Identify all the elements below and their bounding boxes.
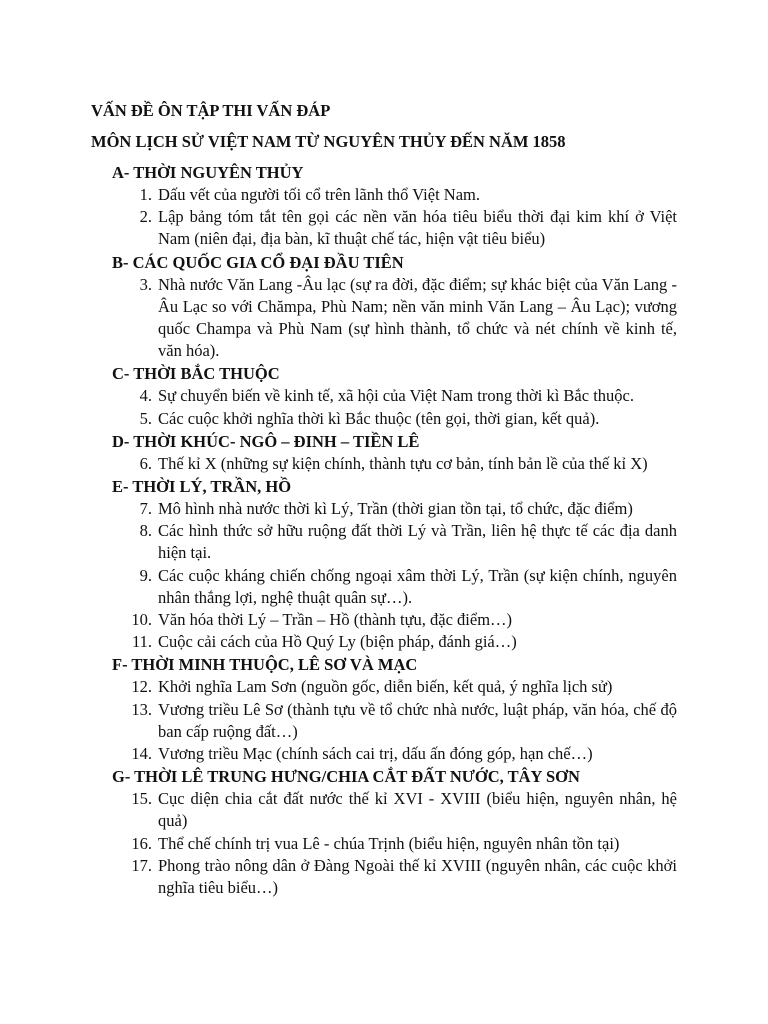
item-number: 2. [139, 207, 152, 227]
item-text: Lập bảng tóm tắt tên gọi các nền văn hóa tiêu biểu thời đại kim khí ở Việt Nam (niên đại, địa bàn, kĩ thuật chế tác, hiện vật tiêu biểu) [158, 207, 677, 249]
section-heading-d: D- THỜI KHÚC- NGÔ – ĐINH – TIỀN LÊ [112, 431, 420, 451]
item-text: Cục diện chia cắt đất nước thế kỉ XVI - XVIII (biểu hiện, nguyên nhân, hệ quả) [158, 789, 677, 831]
list-item [112, 184, 677, 206]
item-text: Sự chuyển biến về kinh tế, xã hội của Việt Nam trong thời kì Bắc thuộc. [158, 386, 634, 406]
list-item [112, 274, 677, 363]
item-number: 3. [139, 274, 152, 294]
section-heading-f: F- THỜI MINH THUỘC, LÊ SƠ VÀ MẠC [112, 655, 418, 675]
item-number: 11. [131, 632, 152, 652]
section-heading-c: C- THỜI BẮC THUỘC [112, 364, 280, 384]
list-item [112, 699, 677, 743]
section-heading-a: A- THỜI NGUYÊN THỦY [112, 163, 304, 182]
item-text: Dấu vết của người tối cổ trên lãnh thổ Việt Nam. [158, 185, 480, 204]
item-text: Mô hình nhà nước thời kì Lý, Trần (thời gian tồn tại, tổ chức, đặc điểm) [158, 499, 633, 519]
item-text: Vương triều Lê Sơ (thành tựu về tổ chức nhà nước, luật pháp, văn hóa, chế độ ban cấp ruộng đất…) [158, 699, 677, 741]
list-item [112, 565, 677, 609]
item-text: Vương triều Mạc (chính sách cai trị, dấu ấn đóng góp, hạn chế…) [158, 744, 593, 764]
list-item [112, 743, 677, 765]
section-item-list [112, 274, 677, 363]
list-item [112, 385, 677, 407]
item-number: 14. [131, 744, 152, 764]
list-item [112, 609, 677, 631]
list-item [112, 520, 677, 564]
section-item-list [112, 676, 677, 765]
item-number: 6. [139, 453, 152, 473]
item-number: 17. [131, 855, 152, 875]
section-item-list [112, 498, 677, 653]
item-number: 13. [131, 699, 152, 719]
item-text: Văn hóa thời Lý – Trần – Hồ (thành tựu, đặc điểm…) [158, 610, 513, 630]
list-item [112, 206, 677, 250]
item-number: 7. [139, 499, 152, 519]
document-title: VẤN ĐỀ ÔN TẬP THI VẤN ĐÁP [91, 101, 331, 120]
item-number: 8. [139, 521, 152, 541]
section-heading-g: G- THỜI LÊ TRUNG HƯNG/CHIA CẮT ĐẤT NƯỚC, TÂY SƠN [112, 767, 580, 787]
item-number: 5. [139, 408, 152, 428]
section-heading-e: E- THỜI LÝ, TRẦN, HỒ [112, 477, 292, 497]
document-subtitle: MÔN LỊCH SỬ VIỆT NAM TỪ NGUYÊN THỦY ĐẾN NĂM 1858 [91, 132, 566, 151]
section-item-list [112, 184, 677, 251]
item-text: Thế kỉ X (những sự kiện chính, thành tựu cơ bản, tính bản lề của thế kỉ X) [158, 453, 648, 473]
item-number: 1. [139, 185, 152, 204]
list-item [112, 631, 677, 653]
list-item [112, 855, 677, 899]
list-item [112, 408, 677, 430]
list-item [112, 788, 677, 832]
item-number: 12. [131, 677, 152, 697]
item-number: 15. [131, 789, 152, 809]
list-item [112, 676, 677, 698]
list-item [112, 498, 677, 520]
list-item [112, 833, 677, 855]
section-heading-b: B- CÁC QUỐC GIA CỔ ĐẠI ĐẦU TIÊN [112, 252, 404, 272]
item-text: Khởi nghĩa Lam Sơn (nguồn gốc, diễn biến, kết quả, ý nghĩa lịch sử) [158, 677, 613, 697]
item-text: Các cuộc kháng chiến chống ngoại xâm thời Lý, Trần (sự kiện chính, nguyên nhân thắng lợi, nghệ thuật quân sự…). [158, 565, 677, 607]
item-number: 4. [139, 386, 152, 406]
item-text: Các hình thức sở hữu ruộng đất thời Lý và Trần, liên hệ thực tế các địa danh hiện tại. [158, 521, 677, 563]
section-item-list [112, 453, 677, 475]
item-text: Cuộc cải cách của Hồ Quý Ly (biện pháp, đánh giá…) [158, 632, 517, 652]
section-item-list [112, 788, 677, 899]
item-text: Nhà nước Văn Lang -Âu lạc (sự ra đời, đặc điểm; sự khác biệt của Văn Lang - Âu Lạc so với Chămpa, Phù Nam; nền văn minh Văn Lang – Âu Lạc); vương quốc Champa và Phù Nam (sự hình thành, tổ chức và nét chính về kinh tế, văn hóa). [158, 274, 677, 361]
item-number: 9. [139, 565, 152, 585]
item-text: Các cuộc khởi nghĩa thời kì Bắc thuộc (tên gọi, thời gian, kết quả). [158, 408, 600, 428]
item-text: Phong trào nông dân ở Đàng Ngoài thế kỉ XVIII (nguyên nhân, các cuộc khởi nghĩa tiêu biểu…) [158, 855, 677, 898]
item-number: 16. [131, 833, 152, 853]
item-text: Thể chế chính trị vua Lê - chúa Trịnh (biểu hiện, nguyên nhân tồn tại) [158, 833, 620, 853]
section-item-list [112, 385, 677, 429]
list-item [112, 453, 677, 475]
item-number: 10. [131, 610, 152, 630]
section-list [112, 161, 677, 899]
